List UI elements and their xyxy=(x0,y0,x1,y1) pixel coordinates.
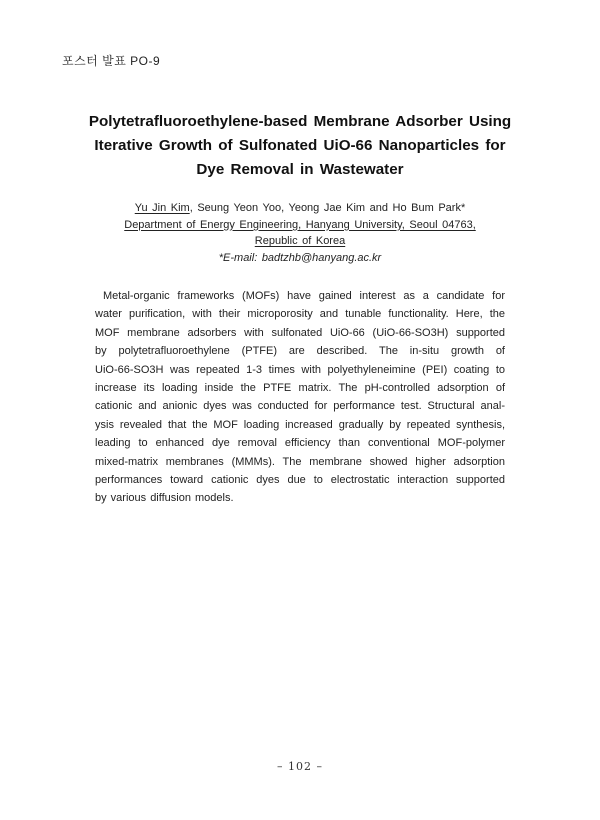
abstract-line: ysis revealed that the MOF loading increased gradually by repeated synthesis, xyxy=(95,418,505,431)
affiliation-line: Department of Energy Engineering, Hanyang University, Seoul 04763, xyxy=(124,218,476,231)
email-address: badtzhb@hanyang.ac.kr xyxy=(261,251,382,264)
title-line: Dye Removal in Wastewater xyxy=(196,161,404,178)
abstract-line: UiO-66-SO3H was repeated 1-3 times with polyethyleneimine (PEI) coating to xyxy=(95,363,505,376)
abstract-line: increase its loading inside the PTFE matrix. The pH-controlled adsorption of xyxy=(95,381,505,394)
paper-title xyxy=(80,110,520,182)
abstract-line: Metal-organic frameworks (MOFs) have gained interest as a candidate for xyxy=(103,290,505,302)
author-line xyxy=(60,200,540,217)
abstract-line: mixed-matrix membranes (MMMs). The membrane showed higher adsorption xyxy=(95,455,505,468)
page-number: – 102 – xyxy=(277,760,323,773)
first-author: Yu Jin Kim xyxy=(134,202,190,214)
abstract-line: water purification, with their microporosity and tunable functionality. Here, the xyxy=(95,308,505,321)
abstract-line: performances toward cationic dyes due to electrostatic interaction supported xyxy=(95,473,505,486)
title-line: Iterative Growth of Sulfonated UiO-66 Nanoparticles for xyxy=(94,137,506,154)
abstract-line: by various diffusion models. xyxy=(95,492,234,505)
abstract-line: by polytetrafluoroethylene (PTFE) are described. The in-situ growth of xyxy=(95,345,505,358)
abstract-line: MOF membrane adsorbers with sulfonated UiO-66 (UiO-66-SO3H) supported xyxy=(95,326,505,339)
affiliation-country: Republic of Korea xyxy=(254,235,346,247)
session-label: 포스터 발표 PO-9 xyxy=(62,54,161,68)
email-prefix: *E-mail: xyxy=(218,251,262,264)
abstract-line: cationic and anionic dyes was conducted for performance test. Structural anal- xyxy=(95,400,505,413)
abstract-line: leading to enhanced dye removal efficiency than conventional MOF-polymer xyxy=(95,437,505,450)
other-authors: , Seung Yeon Yoo, Yeong Jae Kim and Ho Bum Park* xyxy=(189,202,466,214)
abstract xyxy=(95,287,505,508)
title-line: Polytetrafluoroethylene-based Membrane Adsorber Using xyxy=(88,113,512,130)
author-block xyxy=(60,200,540,266)
email-line xyxy=(60,250,540,267)
